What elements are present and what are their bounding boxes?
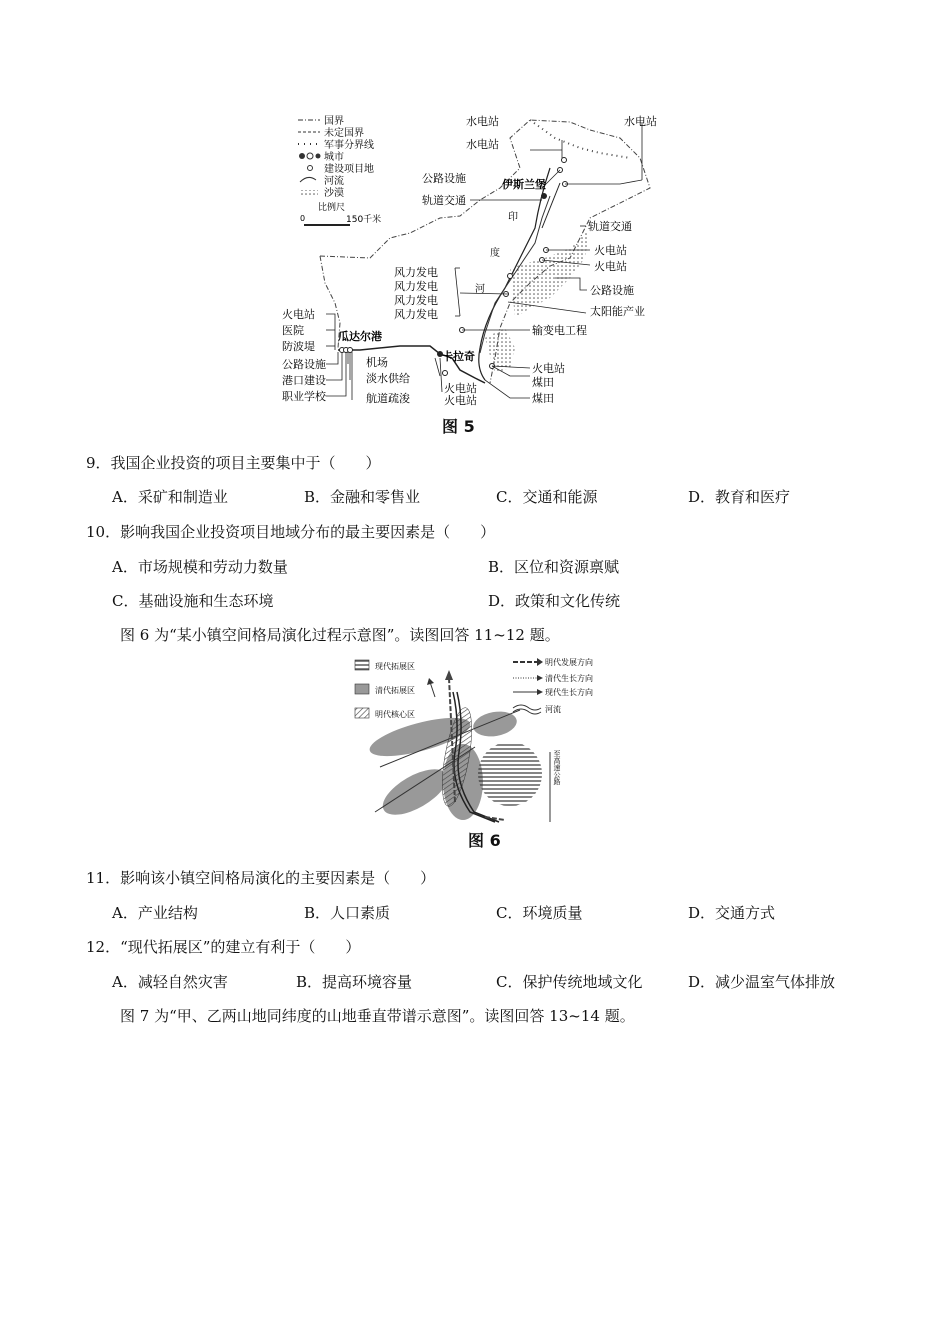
label-port: 港口建设 [282,374,326,387]
q12-option-b: B．提高环境容量 [296,973,413,991]
legend-scale-label: 150千米 [346,215,382,225]
legend-desert: 沙漠 [324,188,344,199]
label-rail-2: 轨道交通 [588,220,632,233]
label-rail-1: 轨道交通 [422,194,466,207]
intro-figure-6: 图 6 为“某小镇空间格局演化过程示意图”。读图回答 11~12 题。 [120,626,560,644]
q11-option-a: A．产业结构 [112,904,198,922]
label-hydro-2: 水电站 [466,138,499,151]
legend-qing-expansion: 清代拓展区 [375,686,415,695]
legend-river: 河流 [324,176,344,187]
q9-option-b: B．金融和零售业 [304,488,421,506]
label-thermal-2: 火电站 [594,260,627,273]
q9-option-c: C．交通和能源 [496,488,598,506]
legend-project-site: 建设项目地 [324,164,374,175]
islamabad-dot [541,193,547,199]
svg-text:0: 0 [300,214,306,223]
q12-option-a: A．减轻自然灾害 [112,973,228,991]
legend-qing-direction: 清代生长方向 [545,674,593,683]
label-road-2: 公路设施 [590,284,634,297]
figure-6-diagram [345,652,615,824]
legend-military-line: 军事分界线 [324,140,374,151]
figure-5 [280,108,680,408]
label-transmission: 输变电工程 [532,324,587,337]
q11-option-c: C．环境质量 [496,904,583,922]
label-coal-1: 煤田 [532,376,554,389]
q9-option-a: A．采矿和制造业 [112,488,228,506]
question-12-stem: 12．“现代拓展区”的建立有利于（ ） [86,938,361,956]
label-thermal-4: 火电站 [444,382,477,395]
label-thermal-left: 火电站 [282,308,315,321]
question-11-stem: 11．影响该小镇空间格局演化的主要因素是（ ） [86,869,436,887]
label-channel: 航道疏浚 [366,392,410,405]
q12-option-d: D．减少温室气体排放 [688,973,836,991]
q10-option-a: A．市场规模和劳动力数量 [112,558,288,576]
label-indus-3: 河 [475,284,485,295]
label-water: 淡水供给 [366,372,410,385]
question-10-stem: 10．影响我国企业投资项目地域分布的最主要因素是（ ） [86,523,496,541]
legend-scale-title: 比例尺 [318,203,346,213]
label-solar: 太阳能产业 [590,305,645,318]
label-indus-2: 度 [490,248,500,259]
label-wind-1: 风力发电 [394,266,438,279]
legend-ming-core: 明代核心区 [375,710,415,719]
q10-option-c: C．基础设施和生态环境 [112,592,274,610]
label-wind-3: 风力发电 [394,294,438,307]
label-wind-2: 风力发电 [394,280,438,293]
label-thermal-3: 火电站 [532,362,565,375]
q9-option-d: D．教育和医疗 [688,488,791,506]
label-hospital: 医院 [282,324,304,337]
legend-ming-direction: 明代发展方向 [545,658,593,667]
figure-6 [345,652,615,824]
label-thermal-1: 火电站 [594,244,627,257]
label-gwadar: 瓜达尔港 [338,330,382,343]
label-coal-2: 煤田 [532,392,554,405]
q10-option-b: B．区位和资源禀赋 [488,558,620,576]
label-indus-1: 印 [508,212,518,223]
legend-city: 城市 [324,152,344,163]
label-school: 职业学校 [282,390,326,403]
question-9-stem: 9．我国企业投资的项目主要集中于（ ） [86,454,381,472]
label-hydro-1: 水电站 [466,115,499,128]
map-legend [298,115,381,225]
legend-border: 国界 [324,116,344,127]
figure-5-caption: 图 5 [442,417,475,436]
label-road-left: 公路设施 [282,358,326,371]
legend-river: 河流 [545,705,561,714]
legend-modern-expansion: 现代拓展区 [375,662,415,671]
label-airport: 机场 [366,356,388,369]
label-wind-4: 风力发电 [394,308,438,321]
intro-figure-7: 图 7 为“甲、乙两山地同纬度的山地垂直带谱示意图”。读图回答 13~14 题。 [120,1007,635,1025]
q10-option-d: D．政策和文化传统 [488,592,621,610]
q11-option-b: B．人口素质 [304,904,391,922]
label-thermal-5: 火电站 [444,394,477,407]
label-breakwater: 防波堤 [282,340,315,353]
q11-option-d: D．交通方式 [688,904,776,922]
label-hydro-3: 水电站 [624,115,657,128]
legend-undetermined-border: 未定国界 [324,128,364,139]
legend-modern-direction: 现代生长方向 [545,688,593,697]
label-to-highway: 至高速公路 [553,750,561,785]
label-road-1: 公路设施 [422,172,466,185]
figure-6-caption: 图 6 [468,831,501,850]
label-karachi: 卡拉奇 [442,350,475,363]
figure-5-map [280,108,680,408]
q12-option-c: C．保护传统地域文化 [496,973,643,991]
label-islamabad: 伊斯兰堡 [502,178,546,191]
